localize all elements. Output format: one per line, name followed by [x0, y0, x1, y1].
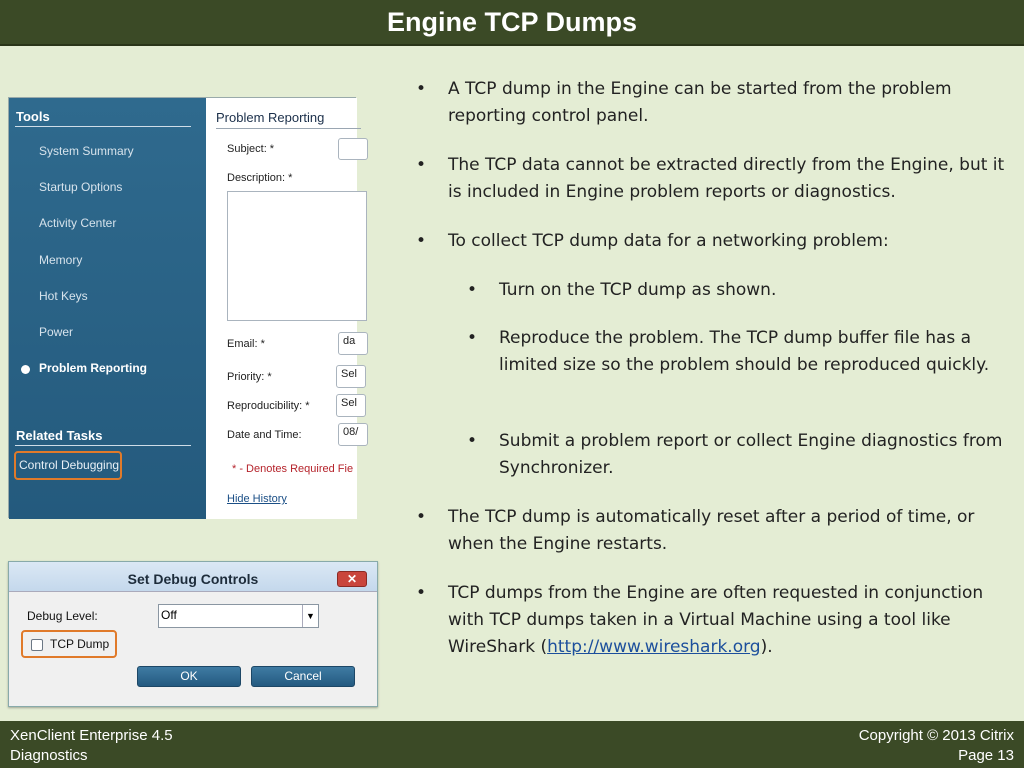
- bullet-3-text: To collect TCP dump data for a networking problem:: [448, 231, 889, 251]
- footer-right: [859, 726, 1014, 766]
- ok-button[interactable]: OK: [137, 666, 241, 687]
- bullet-dot-icon: •: [416, 231, 427, 251]
- tools-panel-screenshot: [8, 97, 359, 518]
- sidebar-item-hot-keys[interactable]: Hot Keys: [39, 289, 88, 303]
- required-note: * - Denotes Required Fie: [232, 463, 354, 475]
- sidebar-item-activity-center[interactable]: Activity Center: [39, 216, 117, 230]
- slide-title: Engine TCP Dumps: [386, 6, 638, 37]
- debug-level-value: Off: [161, 608, 177, 622]
- sidebar-item-power[interactable]: Power: [39, 325, 74, 339]
- tcp-dump-label: TCP Dump: [50, 637, 110, 651]
- slide-title-bar: [0, 0, 1024, 46]
- hide-history-link[interactable]: Hide History: [227, 493, 287, 505]
- chevron-down-icon[interactable]: ▼: [302, 605, 318, 627]
- footer-product: XenClient Enterprise 4.5: [10, 727, 173, 744]
- bullet-3: [416, 228, 1008, 255]
- problem-reporting-form: [206, 98, 357, 519]
- tcp-dump-highlight: [21, 630, 117, 658]
- tools-header-divider: [15, 126, 191, 127]
- email-input[interactable]: da: [338, 332, 368, 355]
- bullet-5-text-post: ).: [760, 637, 773, 657]
- sidebar-item-memory[interactable]: Memory: [39, 253, 83, 267]
- sub-bullet-3: [467, 428, 1009, 482]
- reproducibility-label: Reproducibility: *: [227, 400, 310, 412]
- related-tasks-header: Related Tasks: [16, 428, 103, 443]
- sidebar-item-problem-reporting[interactable]: Problem Reporting: [39, 361, 148, 375]
- bullet-dot-icon: •: [467, 431, 478, 451]
- bullet-2: [416, 152, 1008, 206]
- form-title-divider: [216, 128, 361, 129]
- bullet-5-text-pre: TCP dumps from the Engine are often requested in conjunction with TCP dumps taken in a Virtual Machine using a tool like WireShark (: [448, 583, 984, 657]
- datetime-label: Date and Time:: [227, 429, 302, 441]
- dialog-title: Set Debug Controls: [9, 562, 377, 592]
- footer-page-number: Page 13: [958, 747, 1014, 764]
- active-bullet-icon: [21, 365, 30, 374]
- bullet-5: [416, 580, 1008, 661]
- bullet-dot-icon: •: [416, 79, 427, 99]
- subject-input[interactable]: [338, 138, 368, 160]
- sub-bullet-1-text: Turn on the TCP dump as shown.: [499, 280, 777, 300]
- cancel-button[interactable]: Cancel: [251, 666, 355, 687]
- sub-bullet-2: [467, 325, 1009, 379]
- bullet-dot-icon: •: [416, 155, 427, 175]
- bullet-1: [416, 76, 1008, 130]
- footer-copyright: Copyright © 2013 Citrix: [858, 727, 1014, 744]
- tools-sidebar: [9, 98, 206, 519]
- sidebar-item-system-summary[interactable]: System Summary: [39, 144, 134, 158]
- description-label: Description: *: [227, 172, 293, 184]
- debug-controls-dialog: [8, 561, 378, 707]
- subject-label: Subject: *: [227, 143, 275, 155]
- wireshark-link[interactable]: http://www.wireshark.org: [547, 637, 761, 657]
- priority-select[interactable]: Sel: [336, 365, 366, 388]
- bullet-4: [416, 504, 1008, 558]
- control-debugging-link[interactable]: Control Debugging: [14, 451, 122, 480]
- bullet-dot-icon: •: [467, 328, 478, 348]
- related-tasks-divider: [15, 445, 191, 446]
- footer-section: Diagnostics: [10, 747, 88, 764]
- bullet-2-text: The TCP data cannot be extracted directly from the Engine, but it is included in Engine problem reports or diagnostics.: [448, 155, 1005, 202]
- tcp-dump-checkbox[interactable]: [31, 639, 43, 651]
- reproducibility-select[interactable]: Sel: [336, 394, 366, 417]
- sidebar-item-startup-options[interactable]: Startup Options: [39, 180, 123, 194]
- bullet-dot-icon: •: [416, 507, 427, 527]
- sub-bullet-1: [467, 277, 1009, 304]
- form-title: Problem Reporting: [216, 110, 325, 125]
- slide-footer: [0, 721, 1024, 768]
- close-icon[interactable]: ✕: [337, 571, 367, 587]
- sub-bullet-2-text: Reproduce the problem. The TCP dump buffer file has a limited size so the problem should be reproduced quickly.: [499, 328, 990, 375]
- email-label: Email: *: [227, 338, 265, 350]
- bullet-dot-icon: •: [467, 280, 478, 300]
- debug-level-select[interactable]: [158, 604, 319, 628]
- datetime-input[interactable]: 08/: [338, 423, 368, 446]
- sub-bullet-3-text: Submit a problem report or collect Engine diagnostics from Synchronizer.: [499, 431, 1003, 478]
- bullet-1-text: A TCP dump in the Engine can be started from the problem reporting control panel.: [448, 79, 952, 126]
- bullet-dot-icon: •: [416, 583, 427, 603]
- footer-left: [10, 726, 173, 766]
- debug-level-label: Debug Level:: [27, 609, 98, 623]
- tools-header: Tools: [16, 109, 50, 124]
- priority-label: Priority: *: [227, 371, 272, 383]
- description-textarea[interactable]: [227, 191, 367, 321]
- bullet-4-text: The TCP dump is automatically reset after a period of time, or when the Engine restarts.: [448, 507, 975, 554]
